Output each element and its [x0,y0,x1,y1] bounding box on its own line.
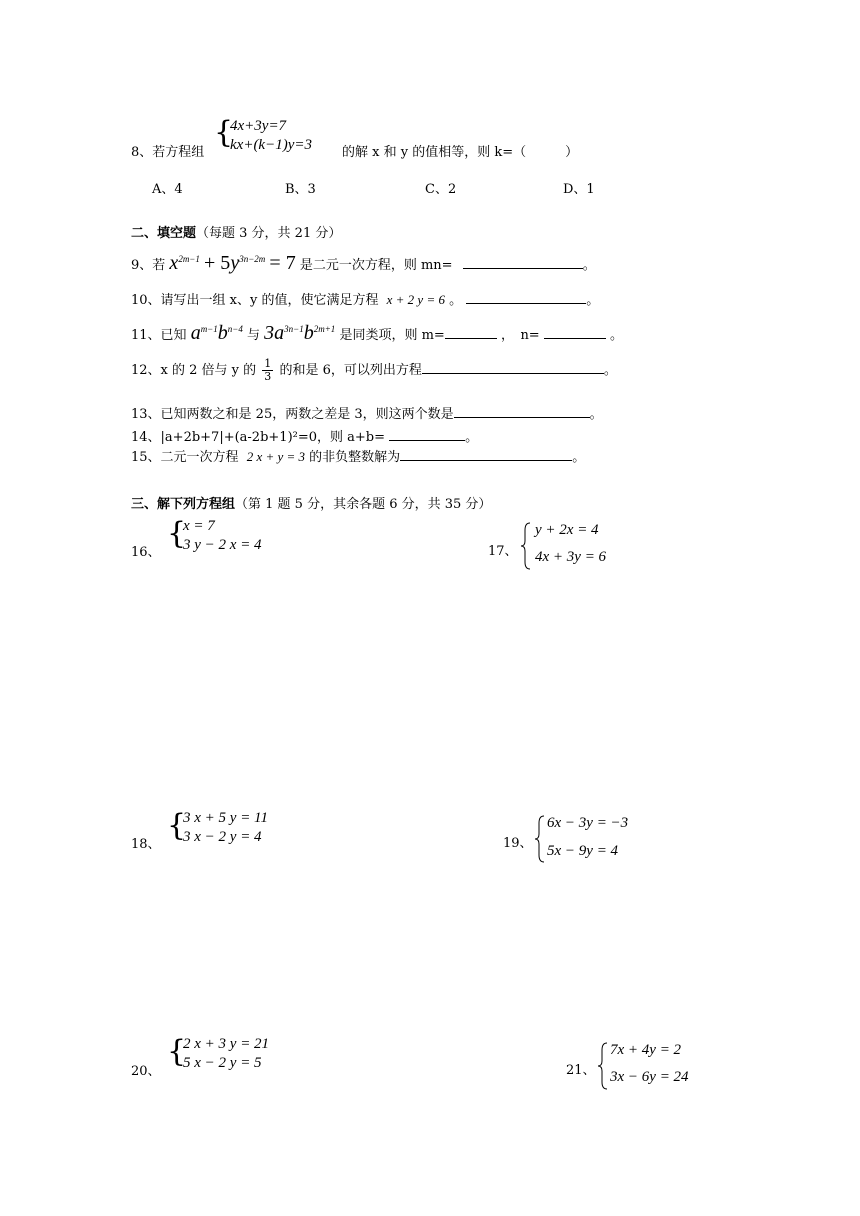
q11-end: 。 [609,328,623,343]
q20-eq2: 5 x − 2 y = 5 [183,1055,262,1071]
q10-end: 。 [586,293,600,308]
q18-brace: { [167,808,187,843]
q12-end: 。 [603,363,617,378]
q21-eq1: 7x + 4y = 2 [610,1042,682,1058]
q18-eq2: 3 x − 2 y = 4 [183,829,262,845]
q20-brace: { [167,1034,187,1069]
q11-prefix: 11、已知 [131,328,187,343]
q19-eq2: 5x − 9y = 4 [547,843,619,859]
question-10 [131,289,599,308]
q11-a: a [190,322,201,344]
q9-end: 。 [582,258,596,273]
q9-tail: 是二元一次方程，则 mn= [299,258,453,273]
q8-choice-a: A、4 [152,182,183,197]
question-15 [131,446,585,465]
q19-brace [534,815,546,863]
question-14 [131,426,478,445]
question-12 [131,358,617,383]
q12-answer-blank[interactable] [422,361,604,374]
question-9 [131,252,596,275]
q8-choice-c: C、2 [425,182,457,197]
q21-brace [597,1042,609,1090]
q11-3a: 3a [264,322,285,344]
q11-b2-exponent: 2m+1 [313,324,336,334]
q12-frac-top: 1 [264,357,272,370]
q11-a-exponent: m−1 [200,324,218,334]
q15-prefix: 15、二元一次方程 [131,450,239,465]
q19-number: 19、 [503,836,533,851]
q21-number: 21、 [566,1063,596,1078]
q11-b: b [217,322,228,344]
q12-fraction [262,358,273,383]
q11-3a-exponent: 3n−1 [284,324,304,334]
section-3-title: 三、解下列方程组 [131,497,236,512]
q8-choice-b: B、3 [285,182,316,197]
q15-tail: 的非负整数解为 [309,450,401,465]
q13-answer-blank[interactable] [454,405,590,418]
q9-x-exponent: 2m−1 [178,254,200,264]
q17-eq1: y + 2x = 4 [535,522,599,538]
section-2-heading [131,222,341,241]
q11-m-blank[interactable] [445,326,497,339]
q8-brace: { [214,115,234,150]
q10-equation: x + 2 y = 6 [386,292,445,307]
q8-choice-d: D、1 [563,182,595,197]
q9-y: y [230,252,240,274]
q18-eq1: 3 x + 5 y = 11 [183,810,268,826]
q17-number: 17、 [488,544,518,559]
q15-answer-blank[interactable] [400,448,572,461]
q16-eq1: x = 7 [183,518,215,534]
question-11 [131,322,623,345]
q14-answer-blank[interactable] [389,428,465,441]
q21-eq2: 3x − 6y = 24 [610,1069,689,1085]
q18-number: 18、 [131,837,161,852]
q8-number: 8、若方程组 [131,145,205,160]
q9-plus5: + 5 [204,252,231,274]
q9-x: x [169,252,179,274]
q16-brace: { [167,516,187,551]
q10-answer-blank[interactable] [466,291,586,304]
q14-end: 。 [465,430,479,445]
q9-equals7: = 7 [269,252,296,274]
q12-frac-bottom: 3 [264,370,272,383]
q10-mid: 。 [449,293,463,308]
q15-end: 。 [572,450,586,465]
q20-number: 20、 [131,1064,161,1079]
q11-n-blank[interactable] [544,326,606,339]
q9-answer-blank[interactable] [463,256,583,269]
q16-eq2: 3 y − 2 x = 4 [183,537,262,553]
q8-eq1: 4x+3y=7 [230,118,287,134]
q20-eq1: 2 x + 3 y = 21 [183,1036,270,1052]
q16-number: 16、 [131,545,161,560]
q12-prefix: 12、x 的 2 倍与 y 的 [131,363,257,378]
q10-prefix: 10、请写出一组 x、y 的值，使它满足方程 [131,293,379,308]
q17-eq2: 4x + 3y = 6 [535,549,607,565]
q13-text: 13、已知两数之和是 25，两数之差是 3，则这两个数是 [131,407,454,422]
q19-eq1: 6x − 3y = −3 [547,815,629,831]
q11-b2: b [303,322,314,344]
question-13 [131,403,603,422]
section-2-note: （每题 3 分，共 21 分） [196,226,342,241]
q12-tail: 的和是 6，可以列出方程 [279,363,422,378]
q17-brace [520,522,532,570]
section-2-title: 二、填空题 [131,226,197,241]
q8-eq2: kx+(k−1)y=3 [230,137,312,153]
q11-mid: 与 [246,328,260,343]
q13-end: 。 [589,407,603,422]
q9-prefix: 9、若 [131,258,166,273]
section-3-note: （第 1 题 5 分，其余各题 6 分，共 35 分） [235,497,492,512]
q8-tail: 的解 x 和 y 的值相等，则 k=（ ） [342,145,579,160]
q14-text: 14、|a+2b+7|+(a-2b+1)²=0，则 a+b= [131,430,386,445]
q11-n-label: ， n= [500,328,540,343]
q9-y-exponent: 3n−2m [239,254,266,264]
section-3-heading [131,493,491,512]
q11-b-exponent: n−4 [227,324,243,334]
q15-equation: 2 x + y = 3 [246,449,306,464]
q11-tail: 是同类项，则 m= [339,328,445,343]
